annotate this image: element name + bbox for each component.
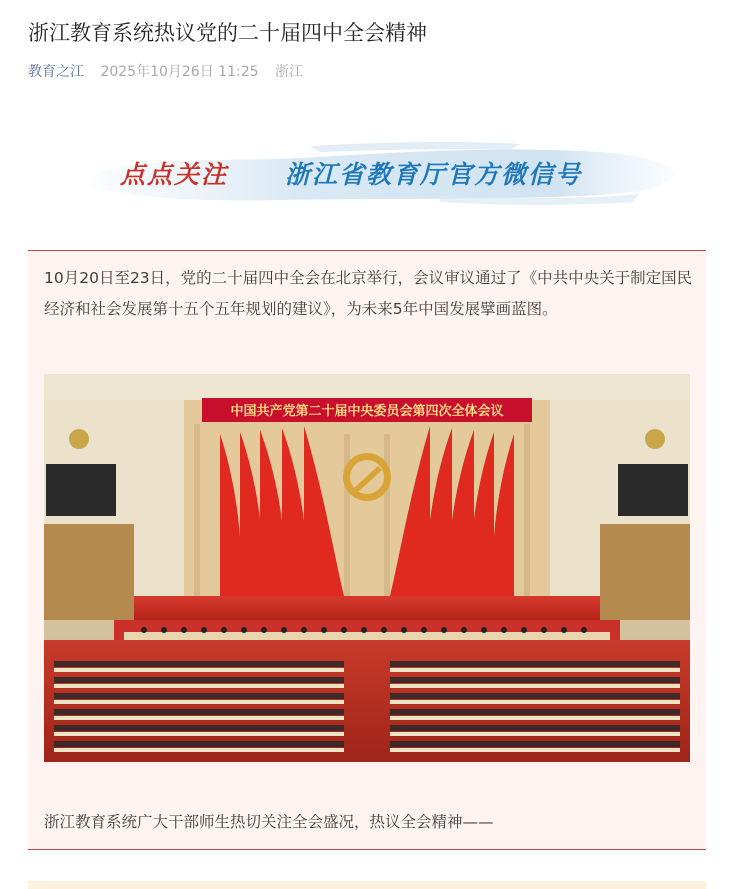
publish-region: 浙江 [274, 64, 303, 80]
plenary-session-photo[interactable] [44, 374, 690, 762]
article-title: 浙江教育系统热议党的二十届四中全会精神 [28, 21, 427, 45]
account-name-link[interactable]: 教育之江 [28, 64, 84, 80]
photo-banner-text: 中国共产党第二十届中央委员会第四次全体会议 [230, 404, 504, 419]
banner-official-account-text: 浙江省教育厅官方微信号 [285, 160, 583, 189]
content-card [28, 250, 706, 850]
publish-time: 2025年10月26日 11:25 [100, 64, 259, 80]
footer-paragraph: 浙江教育系统广大干部师生热切关注全会盛况，热议全会精神—— [44, 813, 494, 831]
follow-banner [80, 138, 680, 210]
intro-paragraph: 10月20日至23日，党的二十届四中全会在北京举行，会议审议通过了《中共中央关于制定国民经济和社会发展第十五个五年规划的建议》，为未来5年中国发展擘画蓝图。 [44, 269, 693, 318]
article-meta [28, 62, 303, 82]
banner-follow-text: 点点关注 [120, 160, 229, 189]
next-section-strip [28, 881, 706, 889]
